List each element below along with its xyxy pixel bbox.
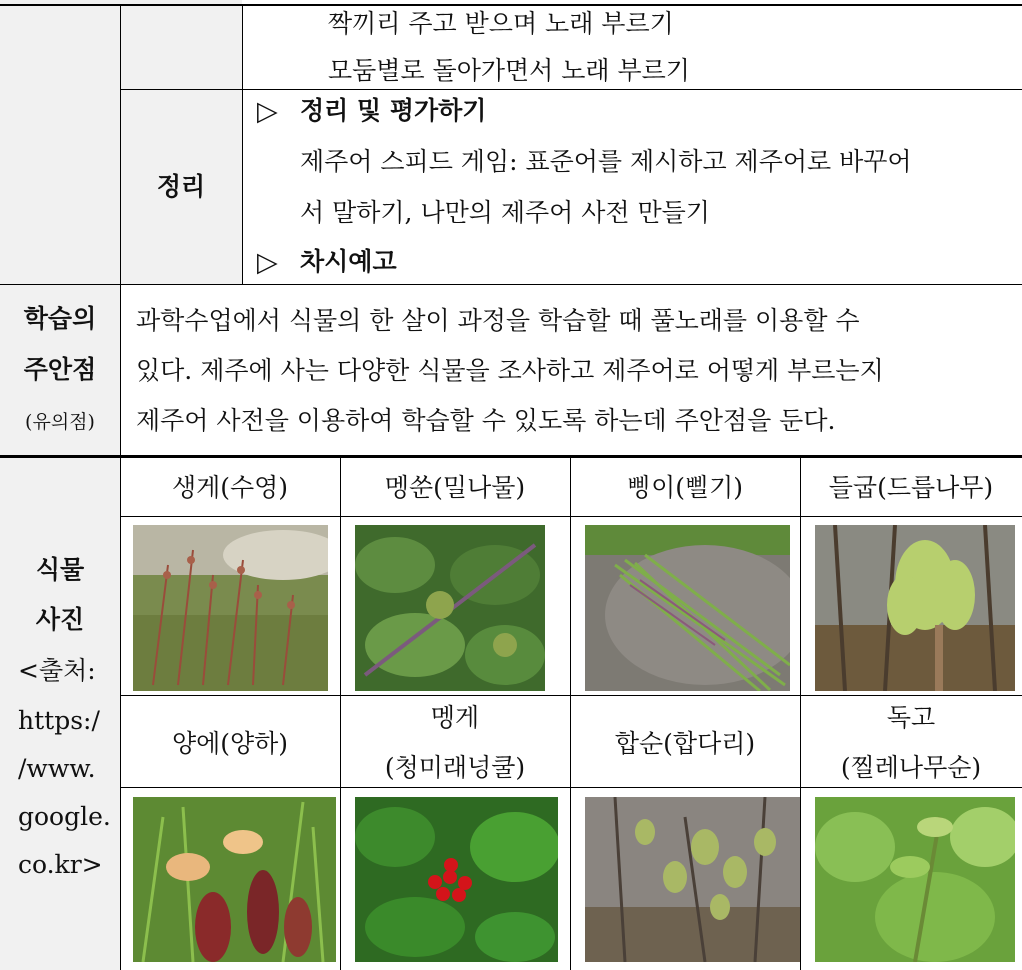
myoga-photo	[133, 797, 336, 962]
photos-label: 식물	[35, 555, 85, 584]
summary-label: 정리	[156, 172, 206, 201]
plant-caption: 양에(양하)	[171, 729, 289, 758]
cogongrass-photo	[585, 525, 790, 691]
source-line: https:/	[18, 706, 100, 735]
notes-body-line: 제주어 사전을 이용하여 학습할 수 있도록 하는데 주안점을 둔다.	[136, 406, 836, 435]
magnolia-sprout-photo	[585, 797, 800, 962]
source-line: google.	[18, 802, 111, 831]
plant-caption: 멩게	[430, 703, 480, 732]
notes-body-line: 과학수업에서 식물의 한 살이 과정을 학습할 때 풀노래를 이용할 수	[136, 306, 860, 335]
plant-caption: (청미래넝쿨)	[384, 753, 526, 782]
notes-label: 주안점	[23, 355, 97, 384]
next-lesson-heading: 차시예고	[300, 247, 397, 276]
source-line: co.kr>	[18, 850, 103, 879]
rose-sprout-photo	[815, 797, 1015, 962]
notes-body-line: 있다. 제주에 사는 다양한 식물을 조사하고 제주어로 어떻게 부르는지	[136, 356, 884, 385]
plant-caption: 합순(합다리)	[614, 729, 756, 758]
summary-body-line: 서 말하기, 나만의 제주어 사전 만들기	[300, 198, 710, 227]
plant-caption: 생게(수영)	[171, 473, 289, 502]
plant-caption: 멩쑨(밀나물)	[384, 473, 526, 502]
triangle-marker: ▷	[257, 96, 278, 127]
summary-body-line: 제주어 스피드 게임: 표준어를 제시하고 제주어로 바꾸어	[300, 147, 912, 176]
notes-label-sub: (유의점)	[25, 411, 95, 433]
activity-line: 모둠별로 돌아가면서 노래 부르기	[328, 56, 690, 85]
photos-label: 사진	[35, 605, 85, 634]
source-line: <출처:	[18, 656, 96, 685]
plant-caption: 들굽(드릅나무)	[828, 473, 994, 502]
triangle-marker: ▷	[257, 247, 278, 278]
plant-caption: 독고	[886, 703, 936, 732]
greenbrier-photo	[355, 797, 558, 962]
plant-caption: (찔레나무순)	[840, 753, 982, 782]
notes-label: 학습의	[23, 304, 97, 333]
sorrel-photo	[133, 525, 328, 691]
activity-line: 짝끼리 주고 받으며 노래 부르기	[328, 9, 674, 38]
plant-caption: 삥이(삘기)	[626, 473, 744, 502]
smilax-sprout-photo	[355, 525, 545, 691]
summary-heading: 정리 및 평가하기	[300, 96, 487, 125]
source-line: /www.	[18, 754, 96, 783]
aralia-photo	[815, 525, 1015, 691]
